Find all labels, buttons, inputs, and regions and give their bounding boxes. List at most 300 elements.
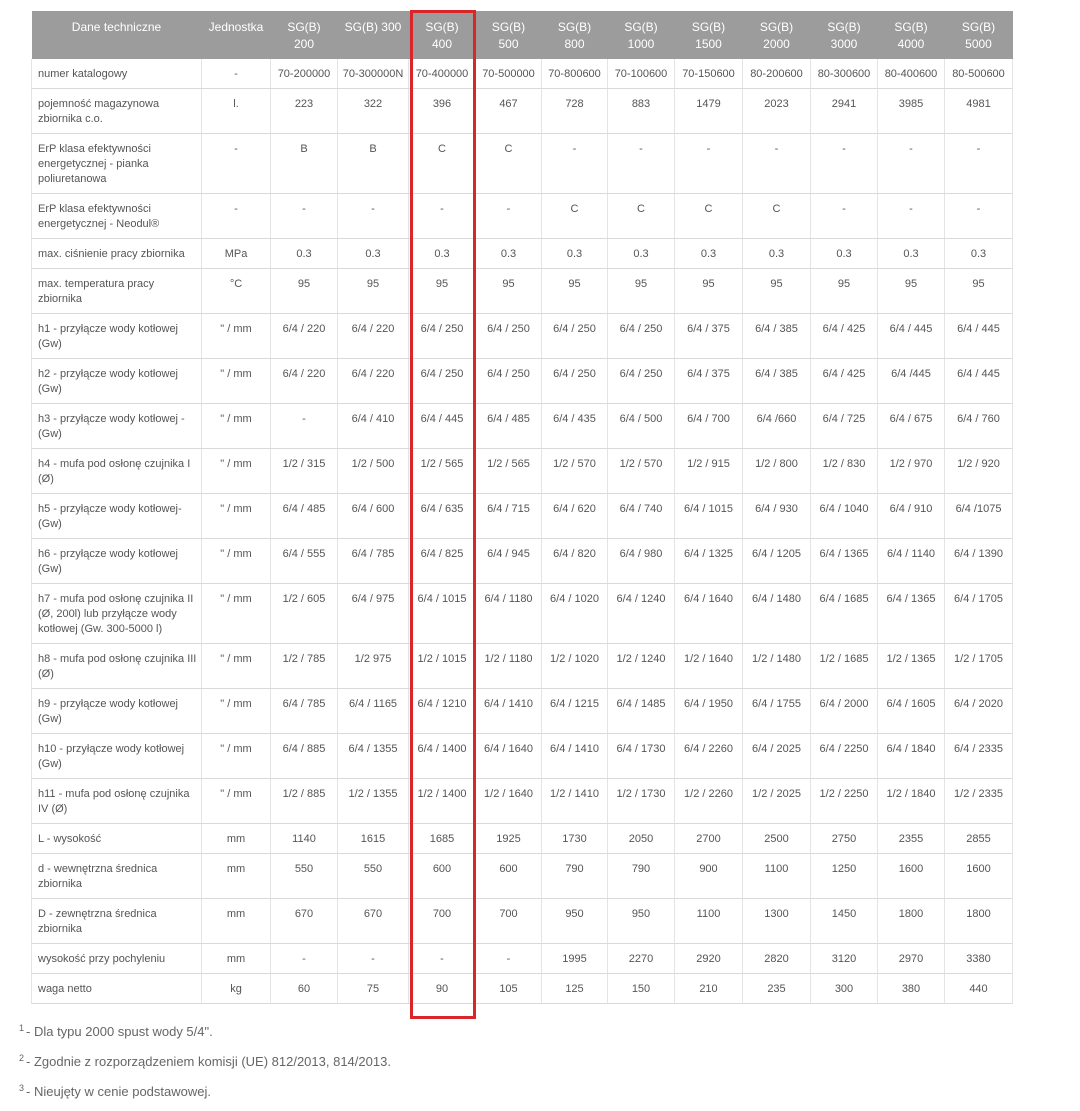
row-label: ErP klasa efektywności energetycznej - Neodul® (32, 194, 202, 239)
row-label: ErP klasa efektywności energetycznej - pianka poliuretanowa (32, 134, 202, 194)
value-cell: 95 (271, 269, 338, 314)
value-cell: 95 (476, 269, 542, 314)
value-cell: - (271, 404, 338, 449)
value-cell: 70-800600 (542, 59, 608, 89)
value-cell: 150 (608, 974, 675, 1004)
value-cell: B (338, 134, 409, 194)
row-label: h7 - mufa pod osłonę czujnika II (Ø, 200l) lub przyłącze wody kotłowej (Gw. 300-5000 l) (32, 584, 202, 644)
value-cell: 6/4 / 2335 (945, 734, 1013, 779)
value-cell: 70-300000N (338, 59, 409, 89)
table-row (32, 89, 1013, 134)
value-cell: 6/4 / 1210 (409, 689, 476, 734)
value-cell: - (409, 194, 476, 239)
value-cell: 3380 (945, 944, 1013, 974)
value-cell: C (542, 194, 608, 239)
value-cell: 6/4 / 220 (271, 359, 338, 404)
unit-cell: " / mm (202, 584, 271, 644)
value-cell: 95 (945, 269, 1013, 314)
value-cell: 1/2 / 1180 (476, 644, 542, 689)
row-label: h10 - przyłącze wody kotłowej (Gw) (32, 734, 202, 779)
footnote-text: - Dla typu 2000 spust wody 5/4". (26, 1024, 213, 1039)
value-cell: 1100 (675, 899, 743, 944)
table-row (32, 689, 1013, 734)
unit-cell: mm (202, 899, 271, 944)
value-cell: 6/4 / 435 (542, 404, 608, 449)
table-row (32, 494, 1013, 539)
row-label: h5 - przyłącze wody kotłowej- (Gw) (32, 494, 202, 539)
value-cell: - (811, 194, 878, 239)
value-cell: 6/4 / 445 (878, 314, 945, 359)
value-cell: 6/4 / 1730 (608, 734, 675, 779)
value-cell: - (878, 194, 945, 239)
value-cell: - (476, 194, 542, 239)
value-cell: 6/4 /445 (878, 359, 945, 404)
value-cell: 1/2 / 970 (878, 449, 945, 494)
value-cell: - (878, 134, 945, 194)
value-cell: 6/4 / 445 (945, 359, 1013, 404)
value-cell: 6/4 / 740 (608, 494, 675, 539)
row-label: h1 - przyłącze wody kotłowej (Gw) (32, 314, 202, 359)
value-cell: 6/4 / 500 (608, 404, 675, 449)
value-cell: 0.3 (476, 239, 542, 269)
value-cell: 6/4 / 725 (811, 404, 878, 449)
value-cell: 80-400600 (878, 59, 945, 89)
value-cell: 6/4 / 1180 (476, 584, 542, 644)
value-cell: 1479 (675, 89, 743, 134)
value-cell: 6/4 / 220 (271, 314, 338, 359)
value-cell: 223 (271, 89, 338, 134)
value-cell: 6/4 / 2260 (675, 734, 743, 779)
value-cell: - (271, 944, 338, 974)
value-cell: 1/2 / 915 (675, 449, 743, 494)
unit-cell: " / mm (202, 539, 271, 584)
table-row (32, 539, 1013, 584)
value-cell: 1/2 / 1730 (608, 779, 675, 824)
value-cell: 1800 (945, 899, 1013, 944)
table-row (32, 194, 1013, 239)
row-label: pojemność magazynowa zbiornika c.o. (32, 89, 202, 134)
value-cell: 80-200600 (743, 59, 811, 89)
value-cell: 6/4 / 760 (945, 404, 1013, 449)
value-cell: 6/4 / 1365 (878, 584, 945, 644)
value-cell: 6/4 / 1015 (409, 584, 476, 644)
value-cell: 95 (811, 269, 878, 314)
value-cell: 2750 (811, 824, 878, 854)
row-label: waga netto (32, 974, 202, 1004)
unit-cell: " / mm (202, 359, 271, 404)
table-row (32, 899, 1013, 944)
unit-cell: - (202, 59, 271, 89)
table-row (32, 779, 1013, 824)
value-cell: 2855 (945, 824, 1013, 854)
value-cell: 6/4 /1075 (945, 494, 1013, 539)
value-cell: - (675, 134, 743, 194)
row-label: h2 - przyłącze wody kotłowej (Gw) (32, 359, 202, 404)
value-cell: 2023 (743, 89, 811, 134)
value-cell: 1450 (811, 899, 878, 944)
footnote-text: - Nieujęty w cenie podstawowej. (26, 1084, 211, 1099)
footnote-text: - Zgodnie z rozporządzeniem komisji (UE) 812/2013, 814/2013. (26, 1054, 391, 1069)
value-cell: 728 (542, 89, 608, 134)
value-cell: 6/4 / 1640 (476, 734, 542, 779)
footnote-number: 1 (19, 1023, 25, 1033)
unit-cell: mm (202, 854, 271, 899)
table-header-row (32, 11, 1013, 59)
table-row (32, 584, 1013, 644)
value-cell: 1800 (878, 899, 945, 944)
table-row (32, 239, 1013, 269)
unit-cell: mm (202, 944, 271, 974)
value-cell: 6/4 / 425 (811, 359, 878, 404)
value-cell: 380 (878, 974, 945, 1004)
value-cell: 6/4 / 1410 (542, 734, 608, 779)
value-cell: 1/2 975 (338, 644, 409, 689)
value-cell: 0.3 (409, 239, 476, 269)
value-cell: 6/4 / 1480 (743, 584, 811, 644)
value-cell: 600 (476, 854, 542, 899)
row-label: D - zewnętrzna średnica zbiornika (32, 899, 202, 944)
value-cell: 1/2 / 1400 (409, 779, 476, 824)
value-cell: 6/4 / 2250 (811, 734, 878, 779)
value-cell: 1/2 / 1015 (409, 644, 476, 689)
value-cell: 70-200000 (271, 59, 338, 89)
value-cell: 105 (476, 974, 542, 1004)
unit-cell: mm (202, 824, 271, 854)
table-row (32, 269, 1013, 314)
header-jednostka: Jednostka (202, 11, 271, 59)
value-cell: 6/4 / 1365 (811, 539, 878, 584)
value-cell: C (409, 134, 476, 194)
value-cell: 6/4 / 375 (675, 359, 743, 404)
value-cell: - (608, 134, 675, 194)
unit-cell: - (202, 194, 271, 239)
header-dane-techniczne: Dane techniczne (32, 11, 202, 59)
value-cell: 6/4 / 1640 (675, 584, 743, 644)
value-cell: C (476, 134, 542, 194)
value-cell: 210 (675, 974, 743, 1004)
value-cell: 1/2 / 570 (608, 449, 675, 494)
value-cell: 0.3 (945, 239, 1013, 269)
value-cell: 125 (542, 974, 608, 1004)
unit-cell: " / mm (202, 779, 271, 824)
value-cell: 1/2 / 830 (811, 449, 878, 494)
table-row (32, 359, 1013, 404)
value-cell: 6/4 / 930 (743, 494, 811, 539)
row-label: h4 - mufa pod osłonę czujnika I (Ø) (32, 449, 202, 494)
value-cell: 6/4 / 785 (338, 539, 409, 584)
value-cell: 1/2 / 800 (743, 449, 811, 494)
row-label: L - wysokość (32, 824, 202, 854)
value-cell: 0.3 (811, 239, 878, 269)
value-cell: 70-400000 (409, 59, 476, 89)
value-cell: 6/4 / 250 (542, 314, 608, 359)
value-cell: 2970 (878, 944, 945, 974)
value-cell: 2050 (608, 824, 675, 854)
value-cell: 6/4 / 1040 (811, 494, 878, 539)
value-cell: 600 (409, 854, 476, 899)
value-cell: 2920 (675, 944, 743, 974)
value-cell: 1/2 / 885 (271, 779, 338, 824)
unit-cell: l. (202, 89, 271, 134)
value-cell: 0.3 (271, 239, 338, 269)
value-cell: 1685 (409, 824, 476, 854)
value-cell: - (476, 944, 542, 974)
value-cell: 1/2 / 500 (338, 449, 409, 494)
value-cell: 6/4 / 700 (675, 404, 743, 449)
value-cell: 1600 (945, 854, 1013, 899)
value-cell: 3985 (878, 89, 945, 134)
header-model-7: SG(B) 1000 (608, 11, 675, 59)
value-cell: 1100 (743, 854, 811, 899)
value-cell: 0.3 (675, 239, 743, 269)
value-cell: - (271, 194, 338, 239)
value-cell: 80-300600 (811, 59, 878, 89)
value-cell: 70-150600 (675, 59, 743, 89)
unit-cell: " / mm (202, 449, 271, 494)
table-row (32, 449, 1013, 494)
value-cell: 1/2 / 605 (271, 584, 338, 644)
value-cell: 70-500000 (476, 59, 542, 89)
value-cell: 6/4 / 1705 (945, 584, 1013, 644)
value-cell: 883 (608, 89, 675, 134)
value-cell: 1/2 / 2260 (675, 779, 743, 824)
row-label: h11 - mufa pod osłonę czujnika IV (Ø) (32, 779, 202, 824)
value-cell: 3120 (811, 944, 878, 974)
value-cell: 6/4 / 485 (476, 404, 542, 449)
table-row (32, 314, 1013, 359)
value-cell: 6/4 / 1240 (608, 584, 675, 644)
value-cell: 2941 (811, 89, 878, 134)
footnote (19, 1051, 391, 1081)
value-cell: B (271, 134, 338, 194)
unit-cell: " / mm (202, 734, 271, 779)
header-model-9: SG(B) 2000 (743, 11, 811, 59)
value-cell: 396 (409, 89, 476, 134)
value-cell: 6/4 / 975 (338, 584, 409, 644)
value-cell: - (409, 944, 476, 974)
header-model-6: SG(B) 800 (542, 11, 608, 59)
unit-cell: - (202, 134, 271, 194)
value-cell: 6/4 / 1215 (542, 689, 608, 734)
row-label: h9 - przyłącze wody kotłowej (Gw) (32, 689, 202, 734)
value-cell: 6/4 / 2000 (811, 689, 878, 734)
value-cell: 6/4 / 250 (542, 359, 608, 404)
value-cell: 6/4 / 910 (878, 494, 945, 539)
value-cell: 0.3 (743, 239, 811, 269)
value-cell: 4981 (945, 89, 1013, 134)
unit-cell: MPa (202, 239, 271, 269)
value-cell: 6/4 / 600 (338, 494, 409, 539)
table-row (32, 824, 1013, 854)
value-cell: 6/4 / 620 (542, 494, 608, 539)
value-cell: 6/4 /660 (743, 404, 811, 449)
value-cell: 790 (608, 854, 675, 899)
value-cell: 70-100600 (608, 59, 675, 89)
value-cell: 6/4 / 555 (271, 539, 338, 584)
value-cell: 1/2 / 1685 (811, 644, 878, 689)
value-cell: 95 (675, 269, 743, 314)
footnote (19, 1081, 391, 1111)
footnotes (19, 1021, 391, 1111)
value-cell: 2500 (743, 824, 811, 854)
header-model-4: SG(B) 400 (409, 11, 476, 59)
value-cell: 1/2 / 1240 (608, 644, 675, 689)
value-cell: - (338, 944, 409, 974)
header-model-8: SG(B) 1500 (675, 11, 743, 59)
value-cell: 790 (542, 854, 608, 899)
row-label: max. ciśnienie pracy zbiornika (32, 239, 202, 269)
value-cell: 322 (338, 89, 409, 134)
unit-cell: °C (202, 269, 271, 314)
table-row (32, 644, 1013, 689)
value-cell: 700 (476, 899, 542, 944)
value-cell: 440 (945, 974, 1013, 1004)
value-cell: 6/4 / 250 (476, 359, 542, 404)
header-model-5: SG(B) 500 (476, 11, 542, 59)
value-cell: - (945, 134, 1013, 194)
value-cell: 700 (409, 899, 476, 944)
value-cell: 0.3 (608, 239, 675, 269)
value-cell: 670 (338, 899, 409, 944)
value-cell: 1250 (811, 854, 878, 899)
value-cell: 2700 (675, 824, 743, 854)
unit-cell: " / mm (202, 689, 271, 734)
value-cell: 6/4 / 425 (811, 314, 878, 359)
value-cell: 6/4 / 250 (409, 314, 476, 359)
value-cell: 900 (675, 854, 743, 899)
value-cell: 6/4 / 385 (743, 359, 811, 404)
value-cell: 6/4 / 1605 (878, 689, 945, 734)
value-cell: 950 (608, 899, 675, 944)
value-cell: 6/4 / 1020 (542, 584, 608, 644)
value-cell: C (743, 194, 811, 239)
value-cell: 1/2 / 1640 (476, 779, 542, 824)
value-cell: 1/2 / 1640 (675, 644, 743, 689)
value-cell: 6/4 / 250 (476, 314, 542, 359)
value-cell: 6/4 / 445 (945, 314, 1013, 359)
header-model-12: SG(B) 5000 (945, 11, 1013, 59)
value-cell: 1/2 / 1410 (542, 779, 608, 824)
value-cell: 670 (271, 899, 338, 944)
header-model-11: SG(B) 4000 (878, 11, 945, 59)
value-cell: 6/4 / 250 (608, 359, 675, 404)
value-cell: 6/4 / 1950 (675, 689, 743, 734)
value-cell: 0.3 (338, 239, 409, 269)
unit-cell: " / mm (202, 494, 271, 539)
value-cell: 6/4 / 1205 (743, 539, 811, 584)
value-cell: 6/4 / 1400 (409, 734, 476, 779)
value-cell: 6/4 / 2020 (945, 689, 1013, 734)
value-cell: 0.3 (542, 239, 608, 269)
table-row (32, 404, 1013, 449)
footnote-number: 3 (19, 1083, 25, 1093)
value-cell: - (811, 134, 878, 194)
header-model-2: SG(B) 200 (271, 11, 338, 59)
value-cell: 6/4 / 715 (476, 494, 542, 539)
value-cell: 1/2 / 2335 (945, 779, 1013, 824)
value-cell: 550 (338, 854, 409, 899)
value-cell: - (542, 134, 608, 194)
value-cell: 1/2 / 1020 (542, 644, 608, 689)
value-cell: 950 (542, 899, 608, 944)
unit-cell: " / mm (202, 644, 271, 689)
value-cell: 1600 (878, 854, 945, 899)
value-cell: 1/2 / 1365 (878, 644, 945, 689)
value-cell: 6/4 / 2025 (743, 734, 811, 779)
table-row (32, 974, 1013, 1004)
unit-cell: " / mm (202, 314, 271, 359)
footnote-number: 2 (19, 1053, 25, 1063)
value-cell: 1/2 / 1840 (878, 779, 945, 824)
value-cell: 6/4 / 220 (338, 359, 409, 404)
value-cell: 6/4 / 1165 (338, 689, 409, 734)
table-row (32, 59, 1013, 89)
value-cell: 6/4 / 820 (542, 539, 608, 584)
value-cell: 300 (811, 974, 878, 1004)
value-cell: 1/2 / 570 (542, 449, 608, 494)
value-cell: 235 (743, 974, 811, 1004)
value-cell: - (945, 194, 1013, 239)
value-cell: 90 (409, 974, 476, 1004)
value-cell: 6/4 / 250 (409, 359, 476, 404)
row-label: h8 - mufa pod osłonę czujnika III (Ø) (32, 644, 202, 689)
value-cell: 6/4 / 385 (743, 314, 811, 359)
value-cell: 1/2 / 1705 (945, 644, 1013, 689)
value-cell: 6/4 / 1685 (811, 584, 878, 644)
table-row (32, 734, 1013, 779)
value-cell: 6/4 / 375 (675, 314, 743, 359)
header-model-3: SG(B) 300 (338, 11, 409, 59)
value-cell: 6/4 / 945 (476, 539, 542, 584)
value-cell: C (675, 194, 743, 239)
value-cell: 6/4 / 1485 (608, 689, 675, 734)
table-row (32, 134, 1013, 194)
value-cell: 1/2 / 920 (945, 449, 1013, 494)
value-cell: 1995 (542, 944, 608, 974)
value-cell: - (338, 194, 409, 239)
value-cell: 6/4 / 410 (338, 404, 409, 449)
value-cell: 6/4 / 675 (878, 404, 945, 449)
value-cell: 1615 (338, 824, 409, 854)
tech-spec-table-container (31, 11, 1013, 1004)
value-cell: 6/4 / 1410 (476, 689, 542, 734)
value-cell: 1/2 / 2025 (743, 779, 811, 824)
value-cell: 6/4 / 485 (271, 494, 338, 539)
value-cell: 6/4 / 1140 (878, 539, 945, 584)
unit-cell: " / mm (202, 404, 271, 449)
value-cell: 1/2 / 315 (271, 449, 338, 494)
unit-cell: kg (202, 974, 271, 1004)
value-cell: - (743, 134, 811, 194)
value-cell: 1730 (542, 824, 608, 854)
value-cell: 60 (271, 974, 338, 1004)
row-label: wysokość przy pochyleniu (32, 944, 202, 974)
value-cell: 6/4 / 1840 (878, 734, 945, 779)
value-cell: 95 (878, 269, 945, 314)
value-cell: 2355 (878, 824, 945, 854)
value-cell: 6/4 / 785 (271, 689, 338, 734)
value-cell: 6/4 / 825 (409, 539, 476, 584)
value-cell: 1/2 / 1355 (338, 779, 409, 824)
row-label: h3 - przyłącze wody kotłowej - (Gw) (32, 404, 202, 449)
value-cell: 95 (743, 269, 811, 314)
value-cell: 80-500600 (945, 59, 1013, 89)
value-cell: 6/4 / 980 (608, 539, 675, 584)
value-cell: 467 (476, 89, 542, 134)
row-label: h6 - przyłącze wody kotłowej (Gw) (32, 539, 202, 584)
table-row (32, 854, 1013, 899)
value-cell: 1/2 / 565 (409, 449, 476, 494)
